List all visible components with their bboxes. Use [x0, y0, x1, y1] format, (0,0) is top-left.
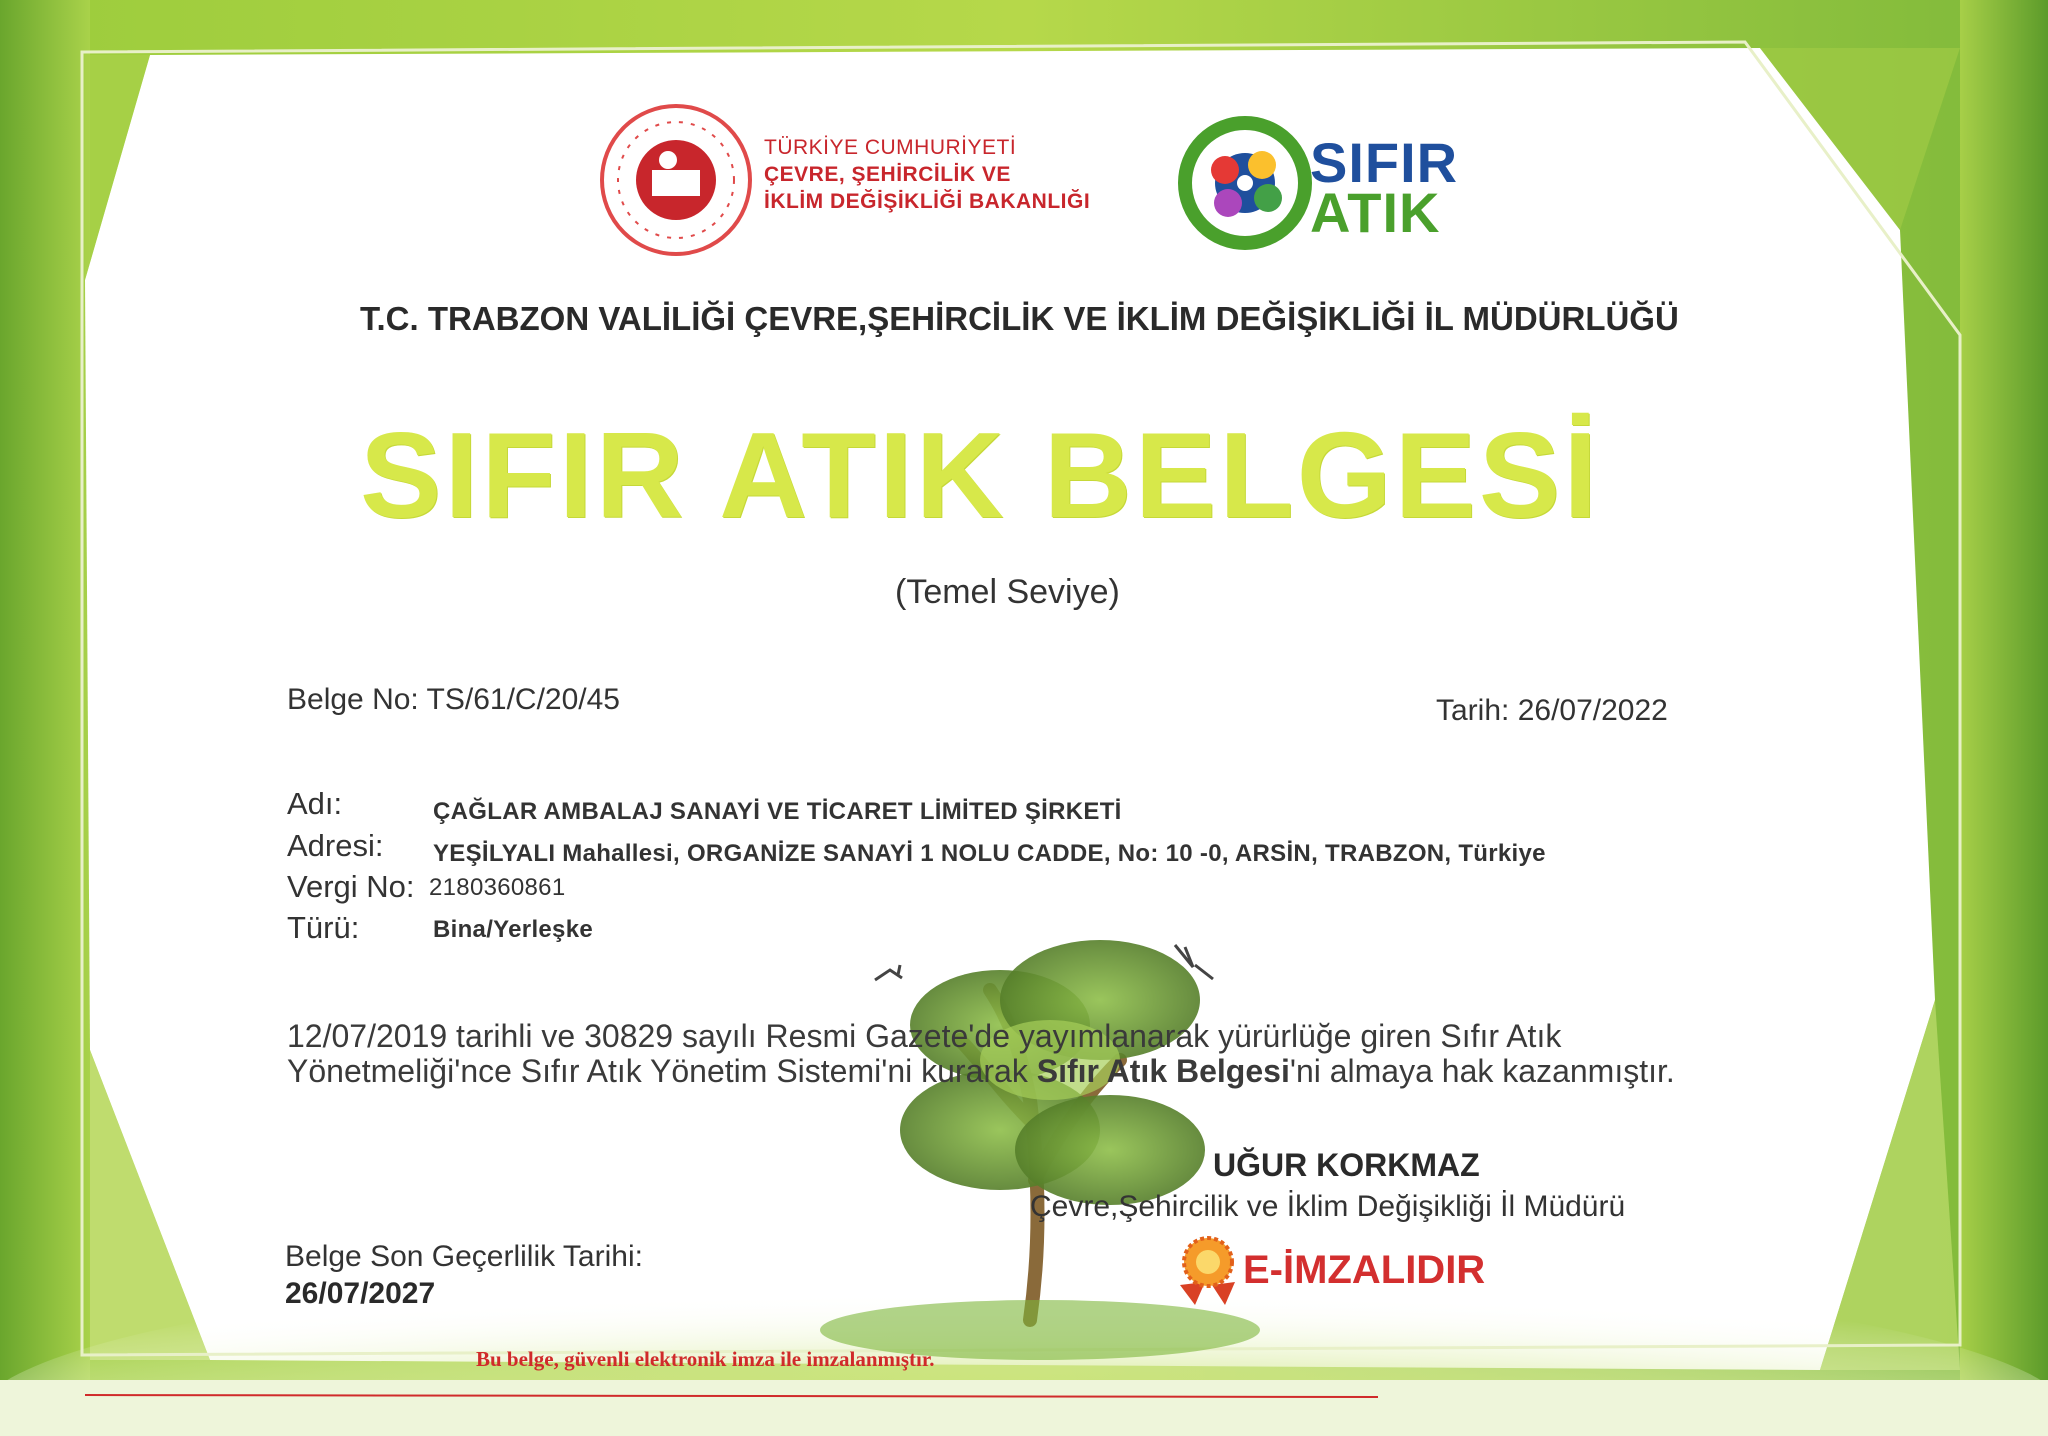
ministry-seal-icon [602, 106, 750, 254]
body-text-line2 [287, 1053, 1675, 1090]
validity-label: Belge Son Geçerlilik Tarihi: [285, 1240, 643, 1273]
field-name-label: Adı: [287, 786, 343, 821]
body-text-line1: 12/07/2019 tarihli ve 30829 sayılı Resmi Gazete'de yayımlanarak yürürlüğe giren Sıfır Atık [287, 1018, 1562, 1054]
field-tax-no-label: Vergi No: [287, 869, 415, 904]
issuing-authority: T.C. TRABZON VALİLİĞİ ÇEVRE,ŞEHİRCİLİK VE İKLİM DEĞİŞİKLİĞİ İL MÜDÜRLÜĞÜ [360, 300, 1679, 337]
document-number [287, 683, 620, 717]
sifir-logo-word2-text: ATIK [1310, 181, 1441, 244]
ministry-logo-line3: İKLİM DEĞİŞİKLİĞİ BAKANLIĞI [764, 190, 1091, 213]
sifir-logo-word2 [1310, 181, 1441, 244]
field-name-value: ÇAĞLAR AMBALAJ SANAYİ VE TİCARET LİMİTED ŞİRKETİ [433, 798, 1122, 825]
document-number-value: TS/61/C/20/45 [426, 683, 620, 716]
e-signature-footer-note: Bu belge, güvenli elektronik imza ile imzalanmıştır. [476, 1347, 935, 1371]
sifir-atik-logo-icon [1185, 123, 1305, 243]
issue-date [1436, 694, 1668, 728]
e-signed-stamp: E-İMZALIDIR [1243, 1248, 1486, 1292]
signatory-title: Çevre,Şehircilik ve İklim Değişikliği İl Müdürü [1030, 1190, 1626, 1223]
field-address-label: Adresi: [287, 828, 384, 863]
document-number-label: Belge No: [287, 683, 419, 716]
signatory-name: UĞUR KORKMAZ [1213, 1147, 1480, 1183]
body-text-line2-end: 'ni almaya hak kazanmıştır. [1289, 1053, 1675, 1089]
field-type-value: Bina/Yerleşke [433, 916, 594, 943]
field-address-value: YEŞİLYALI Mahallesi, ORGANİZE SANAYİ 1 NOLU CADDE, No: 10 -0, ARSİN, TRABZON, Türkiye [433, 840, 1546, 867]
field-tax-no-value: 2180360861 [429, 874, 566, 901]
issue-date-value: 26/07/2022 [1517, 694, 1668, 727]
body-text-line2-bold: Sıfır Atık Belgesi [1036, 1053, 1290, 1089]
sifir-logo-word1: SIFIR [1310, 131, 1459, 194]
certificate-title: SIFIR ATIK BELGESİ [360, 407, 1601, 543]
field-type-label: Türü: [287, 910, 360, 945]
body-text-line2-start: Yönetmeliği'nce Sıfır Atık Yönetim Sistemi'ni kurarak [287, 1053, 1037, 1089]
certificate-level: (Temel Seviye) [895, 573, 1120, 611]
validity-date: 26/07/2027 [285, 1277, 436, 1310]
issue-date-label: Tarih: [1436, 694, 1510, 727]
ministry-logo-line2: ÇEVRE, ŞEHİRCİLİK VE [764, 163, 1011, 186]
ministry-logo-line1: TÜRKİYE CUMHURİYETİ [764, 136, 1017, 159]
